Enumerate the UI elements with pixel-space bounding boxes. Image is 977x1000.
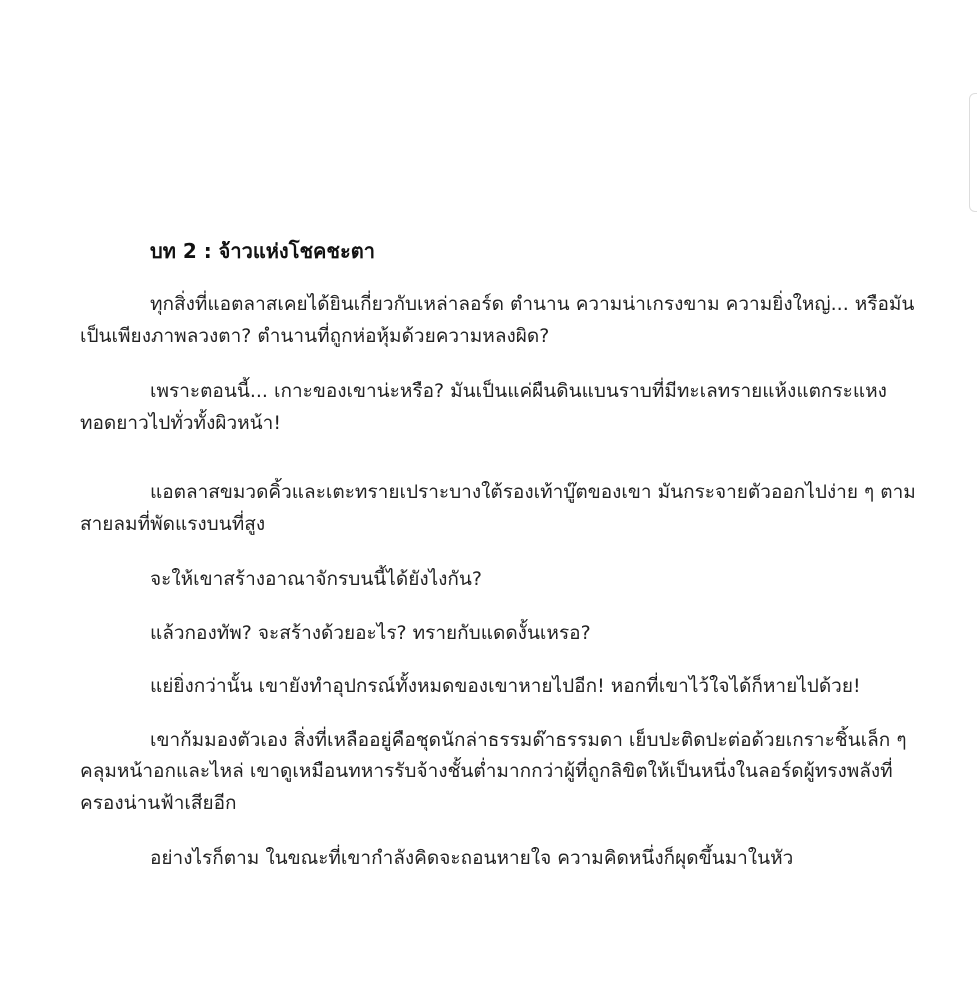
- paragraph: เพราะตอนนี้... เกาะของเขาน่ะหรือ? มันเป็นแค่ผืนดินแบนราบที่มีทะเลทรายแห้งแตกระแหงทอดยาวไปทั่วทั้งผิวหน้า!: [80, 380, 887, 434]
- chapter-title: บท 2 : จ้าวแห่งโชคชะตา: [150, 239, 375, 263]
- paragraph: แอตลาสขมวดคิ้วและเตะทรายเปราะบางใต้รองเท้าบู๊ตของเขา มันกระจายตัวออกไปง่าย ๆ ตามสายลมที่พัดแรงบนที่สูง: [80, 481, 916, 535]
- paragraph: ทุกสิ่งที่แอตลาสเคยได้ยินเกี่ยวกับเหล่าลอร์ด ตำนาน ความน่าเกรงขาม ความยิ่งใหญ่... หรือมันเป็นเพียงภาพลวงตา? ตำนานที่ถูกห่อหุ้มด้วยความหลงผิด?: [80, 293, 915, 347]
- chapter-content: [80, 236, 920, 875]
- paragraph: อย่างไรก็ตาม ในขณะที่เขากำลังคิดจะถอนหายใจ ความคิดหนึ่งก็ผุดขึ้นมาในหัว: [150, 847, 794, 869]
- paragraph: แย่ยิ่งกว่านั้น เขายังทำอุปกรณ์ทั้งหมดของเขาหายไปอีก! หอกที่เขาไว้ใจได้ก็หายไปด้วย!: [150, 675, 861, 697]
- paragraph: แล้วกองทัพ? จะสร้างด้วยอะไร? ทรายกับแดดงั้นเหรอ?: [150, 621, 591, 644]
- side-panel-tab[interactable]: [969, 93, 977, 212]
- paragraph: เขาก้มมองตัวเอง สิ่งที่เหลืออยู่คือชุดนักล่าธรรมด๊าธรรมดา เย็บปะติดปะต่อด้วยเกราะชิ้นเล็ก ๆ คลุมหน้าอกและไหล่ เขาดูเหมือนทหารรับจ้างชั้นต่ำมากกว่าผู้ที่ถูกลิขิตให้เป็นหนึ่งในลอร์ดผู้ทรงพลังที่ครองน่านฟ้าเสียอีก: [80, 728, 907, 814]
- paragraph: จะให้เขาสร้างอาณาจักรบนนี้ได้ยังไงกัน?: [150, 568, 483, 590]
